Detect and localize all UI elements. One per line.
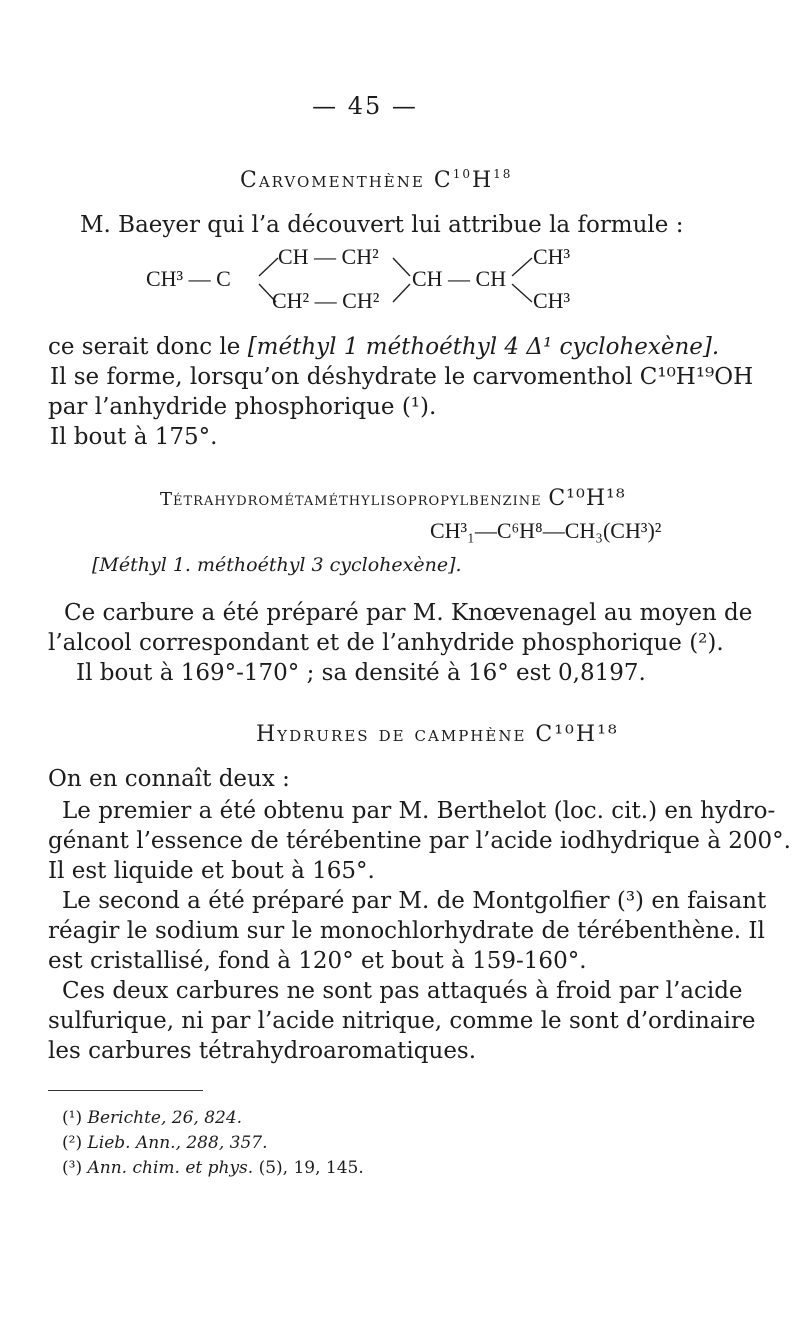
- section-title-hydrures: Hydrures de camphène C¹⁰H¹⁸: [256, 722, 619, 747]
- footnote-1: (¹) Berichte, 26, 824.: [62, 1108, 243, 1128]
- section2-formula: CH³₁—C⁶H⁸—CH₃(CH³)²: [430, 518, 662, 543]
- paragraph-intro: M. Baeyer qui l’a découvert lui attribue la formule :: [80, 212, 684, 238]
- section2-name: [Méthyl 1. méthoéthyl 3 cyclohexène].: [92, 554, 462, 576]
- formula-bonds: [146, 244, 596, 316]
- formula-right-top: CH³: [533, 244, 571, 269]
- section3-line: est cristallisé, fond à 120° et bout à 159-160°.: [48, 948, 587, 974]
- footnote-2: (²) Lieb. Ann., 288, 357.: [62, 1133, 268, 1153]
- footnote-divider: [48, 1090, 203, 1091]
- section-title-text: Carvomenthène: [240, 168, 425, 193]
- section2-paragraph-2: l’alcool correspondant et de l’anhydride phosphorique (²).: [48, 630, 724, 656]
- section3-line: sulfurique, ni par l’acide nitrique, comme le sont d’ordinaire: [48, 1008, 756, 1034]
- paragraph-formation-cont: par l’anhydride phosphorique (¹).: [48, 394, 437, 420]
- paragraph-name: ce serait donc le [méthyl 1 méthoéthyl 4 Δ¹ cyclohexène].: [48, 334, 720, 360]
- footnote-3: (³) Ann. chim. et phys. (5), 19, 145.: [62, 1158, 364, 1178]
- section3-line: On en connaît deux :: [48, 766, 290, 792]
- paragraph-boiling: Il bout à 175°.: [50, 424, 218, 450]
- section3-line: les carbures tétrahydroaromatiques.: [48, 1038, 477, 1064]
- section3-line: réagir le sodium sur le monochlorhydrate de térébenthène. Il: [48, 918, 765, 944]
- paragraph-formation: Il se forme, lorsqu’on déshydrate le carvomenthol C¹⁰H¹⁹OH: [50, 364, 754, 390]
- section3-line: Il est liquide et bout à 165°.: [48, 858, 375, 884]
- section-title-formula: $C^{10}H^{18}$: [433, 167, 513, 193]
- formula-right-bottom: CH³: [533, 288, 571, 313]
- section-title-carvomenthene: [240, 168, 512, 193]
- formula-top-chain: CH — CH²: [278, 244, 379, 269]
- formula-left-group: CH³ — C: [146, 266, 231, 291]
- formula-middle: CH — CH: [412, 266, 507, 291]
- section3-line: Ces deux carbures ne sont pas attaqués à froid par l’acide: [62, 978, 743, 1004]
- page-number: — 45 —: [312, 92, 418, 120]
- section3-line: Le second a été préparé par M. de Montgolfier (³) en faisant: [62, 888, 767, 914]
- section-title-tetrahydro: Tétrahydrométaméthylisopropylbenzine C¹⁰H¹⁸: [160, 486, 626, 511]
- section2-paragraph-3: Il bout à 169°-170° ; sa densité à 16° est 0,8197.: [76, 660, 646, 686]
- section3-line: Le premier a été obtenu par M. Berthelot (loc. cit.) en hydro-: [62, 798, 776, 824]
- section3-line: génant l’essence de térébentine par l’acide iodhydrique à 200°.: [48, 828, 791, 854]
- formula-bottom-chain: CH² — CH²: [272, 288, 380, 313]
- structural-formula: [146, 244, 596, 316]
- section2-paragraph-1: Ce carbure a été préparé par M. Knœvenagel au moyen de: [64, 600, 753, 626]
